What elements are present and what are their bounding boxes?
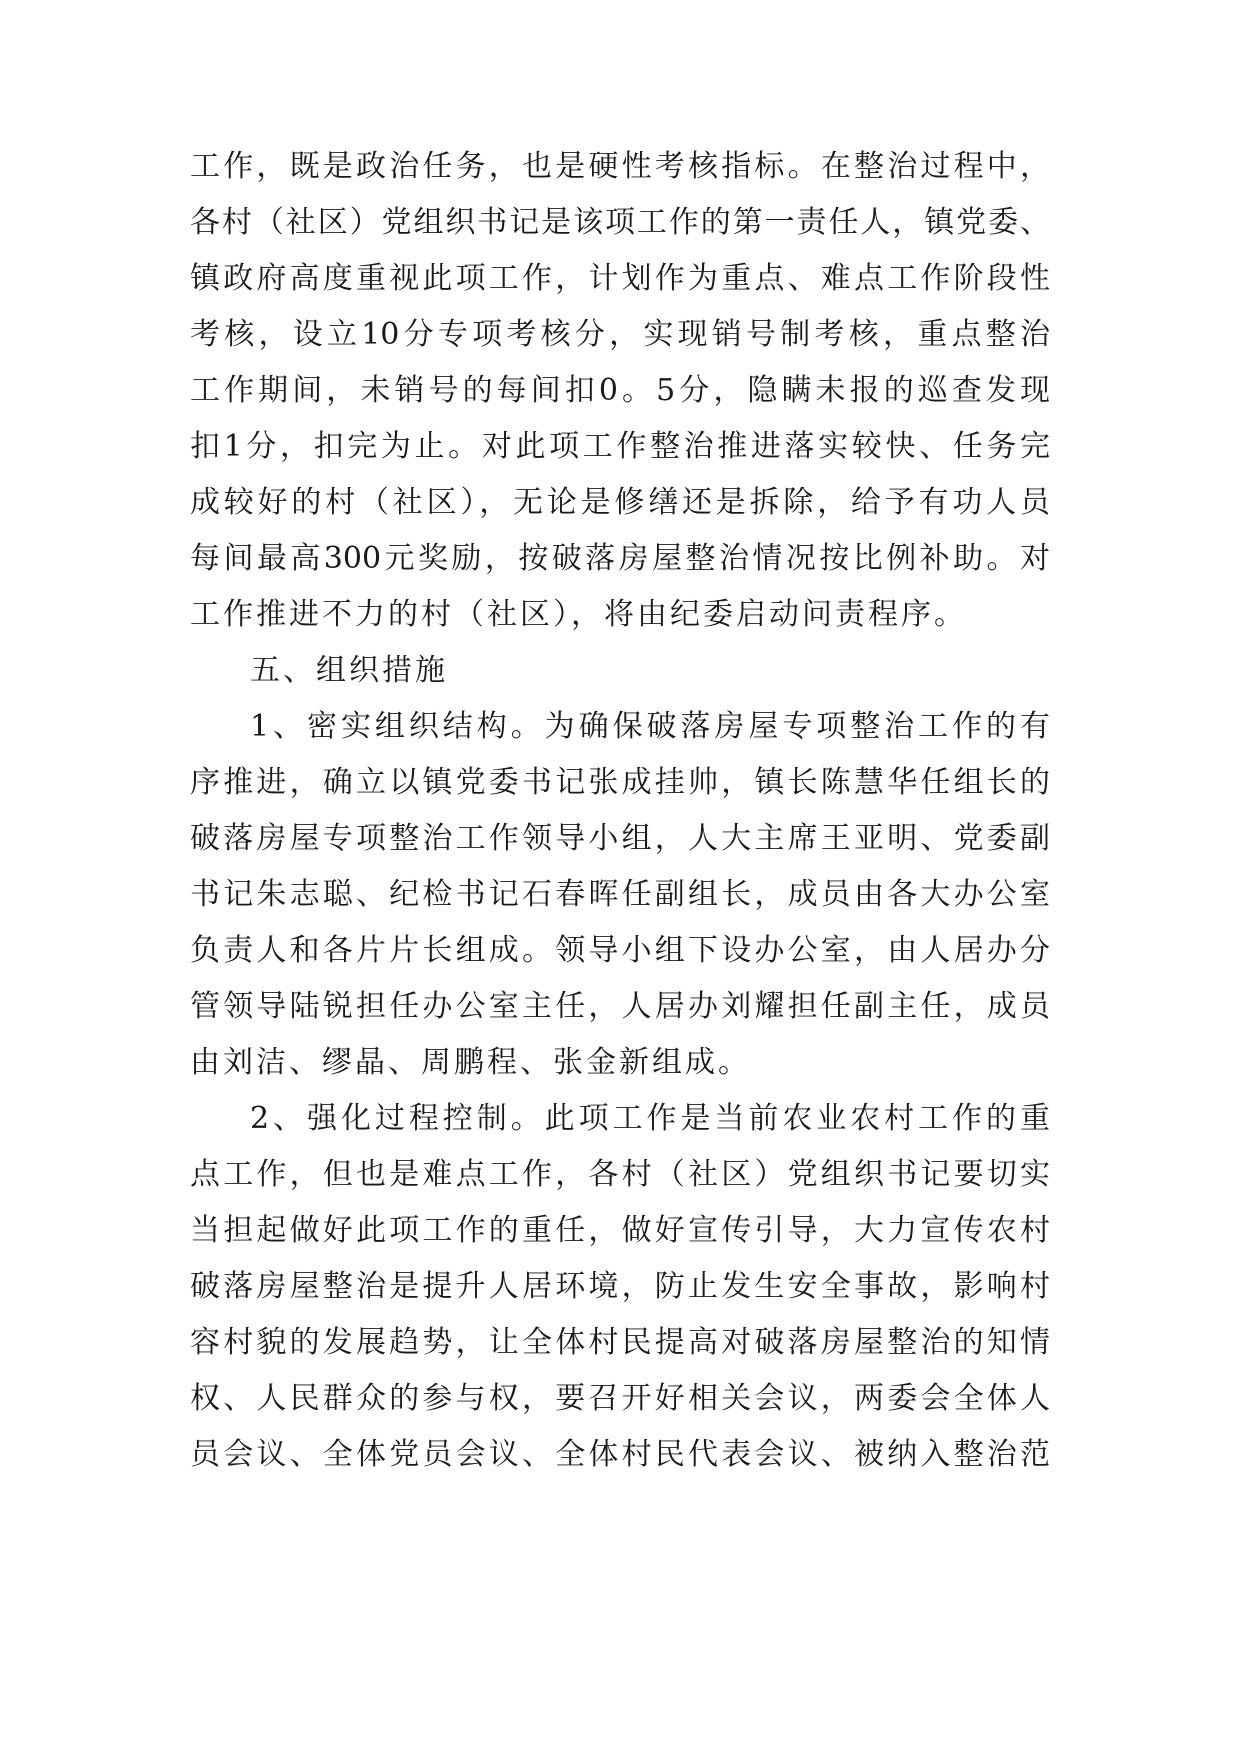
text-line: 成较好的村（社区），无论是修缮还是拆除，给予有功人员 xyxy=(190,485,1050,520)
text-line: 容村貌的发展趋势，让全体村民提高对破落房屋整治的知情 xyxy=(190,1325,1050,1360)
text-line: 点工作，但也是难点工作，各村（社区）党组织书记要切实 xyxy=(190,1157,1050,1192)
text-line: 镇政府高度重视此项工作，计划作为重点、难点工作阶段性 xyxy=(190,261,1050,296)
text-line: 破落房屋整治是提升人居环境，防止发生安全事故，影响村 xyxy=(190,1269,1050,1304)
text-line: 工作期间，未销号的每间扣0。5分，隐瞒未报的巡查发现 xyxy=(190,373,1050,408)
text-line: 1、密实组织结构。为确保破落房屋专项整治工作的有 xyxy=(250,709,1050,744)
text-line: 破落房屋专项整治工作领导小组，人大主席王亚明、党委副 xyxy=(190,821,1050,856)
text-line: 考核，设立10分专项考核分，实现销号制考核，重点整治 xyxy=(190,317,1050,352)
text-line: 工作推进不力的村（社区），将由纪委启动问责程序。 xyxy=(190,597,967,632)
text-line: 由刘洁、缪晶、周鹏程、张金新组成。 xyxy=(190,1045,751,1080)
section-heading: 五、组织措施 xyxy=(250,653,448,688)
text-line: 负责人和各片片长组成。领导小组下设办公室，由人居办分 xyxy=(190,933,1050,968)
text-line: 书记朱志聪、纪检书记石春晖任副组长，成员由各大办公室 xyxy=(190,877,1050,912)
text-line: 序推进，确立以镇党委书记张成挂帅，镇长陈慧华任组长的 xyxy=(190,765,1050,800)
text-line: 权、人民群众的参与权，要召开好相关会议，两委会全体人 xyxy=(190,1381,1050,1416)
text-line: 2、强化过程控制。此项工作是当前农业农村工作的重 xyxy=(250,1101,1050,1136)
text-line: 管领导陆锐担任办公室主任，人居办刘耀担任副主任，成员 xyxy=(190,989,1050,1024)
text-line: 扣1分，扣完为止。对此项工作整治推进落实较快、任务完 xyxy=(190,429,1050,464)
text-line: 每间最高300元奖励，按破落房屋整治情况按比例补助。对 xyxy=(190,541,1050,576)
text-line: 工作，既是政治任务，也是硬性考核指标。在整治过程中， xyxy=(190,149,1050,184)
text-line: 各村（社区）党组织书记是该项工作的第一责任人，镇党委、 xyxy=(190,205,1050,240)
text-line: 员会议、全体党员会议、全体村民代表会议、被纳入整治范 xyxy=(190,1437,1050,1472)
text-line: 当担起做好此项工作的重任，做好宣传引导，大力宣传农村 xyxy=(190,1213,1050,1248)
